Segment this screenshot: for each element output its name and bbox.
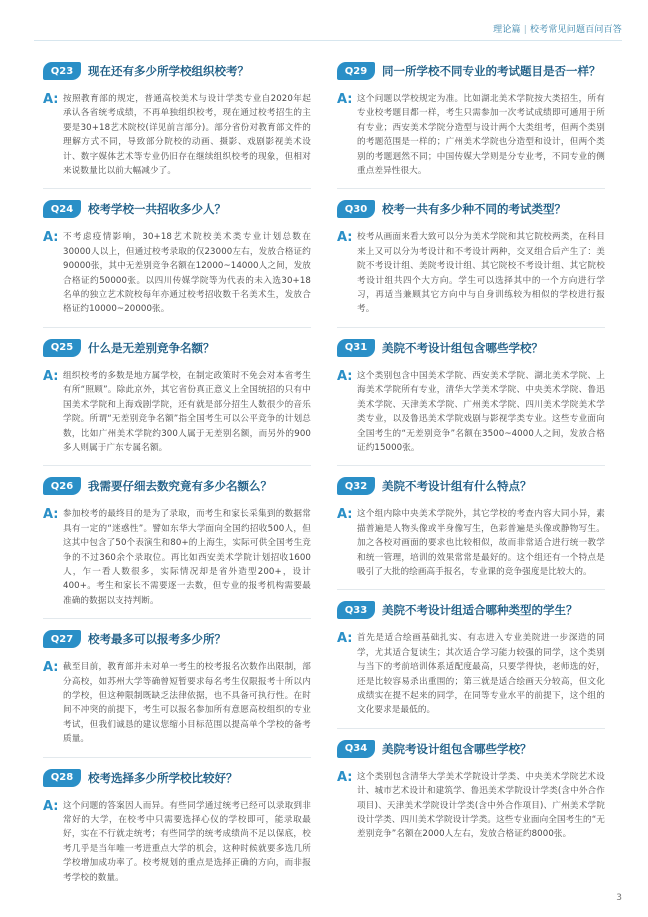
question-number-badge: Q27 <box>43 630 81 648</box>
faq-item-q24 <box>43 198 311 316</box>
answer-mark: A: <box>43 660 59 676</box>
faq-item-q25 <box>43 337 311 455</box>
faq-item-q26 <box>43 475 311 608</box>
answer-text: 这个类别包含清华大学美术学院设计学类、中央美术学院艺术设计、城市艺术设计和建筑学、鲁迅美术学院设计学类(含中外合作项目)、天津美术学院设计学类(含中外合作项目)、广州美术学院设计学类、四川美术学院设计学类。这些专业面向全国考生的“无差别竞争”名额在2000人左右，发放合格证约8000张。 <box>357 771 605 840</box>
answer-text: 这个问题的答案因人而异。有些同学通过统考已经可以录取到非常好的大学，在校考中只需要选择心仪的学校即可，能录取最好，实在不行就走统考；有些同学的统考成绩尚不足以保底，校考几乎是当年唯一考进重点大学的机会，这种时候就要多选几所学校增加成功率了。校考规划的重点是选择正确的方向，而非报考学校的数量。 <box>63 800 311 883</box>
answer-text: 校考从画面来看大致可以分为美术学院和其它院校两类，在科目来上又可以分为考设计和不考设计两种，交叉组合后产生了：美院不考设计组、美院考设计组、其它院校不考设计组、其它院校考设计组共四个大方向。学生可以选择其中的一个方向进行学习，再适当兼顾其它方向中与自身训练较为相似的学校进行报考。 <box>357 232 605 315</box>
faq-item-q27 <box>43 628 311 746</box>
answer-row <box>43 507 311 608</box>
left-column <box>43 60 311 885</box>
question-heading <box>337 738 605 760</box>
answer-row <box>337 507 605 579</box>
section-divider <box>43 618 311 619</box>
faq-item-q33 <box>337 599 605 717</box>
answer-mark: A: <box>43 798 59 814</box>
faq-item-q34 <box>337 738 605 842</box>
faq-item-q29 <box>337 60 605 178</box>
question-heading <box>43 198 311 220</box>
question-title: 校考一共有多少种不同的考试类型？ <box>382 202 566 217</box>
answer-text: 参加校考的最终目的是为了录取，而考生和家长采集到的数据常具有一定的“迷惑性”。譬如东华大学面向全国约招收500人，但这其中包含了50个表演生和80+的上海生，实际可供全国考生竞争的不过360余个录取位。再比如西安美术学院计划招收1600人，乍一看人数很多，实际情况却是省外造型200+，设计400+。考生和家长不需要逐一去数，但专业的报考机构需要最准确的数据以支持判断。 <box>63 509 311 606</box>
answer-mark: A: <box>337 230 353 246</box>
section-divider <box>337 589 605 590</box>
faq-item-q28 <box>43 767 311 885</box>
question-heading <box>43 767 311 789</box>
question-title: 校考最多可以报考多少所？ <box>88 632 226 647</box>
answer-row <box>43 230 311 316</box>
answer-text: 这个组内除中央美术学院外，其它学校的考查内容大同小异，素描普遍是人物头像或半身像写生，色彩普遍是头像或静物写生。加之各校对画面的要求也比较相似，故而非常适合进行统一教学和统一管理，培训的效果常常是最好的。这个组还有一个特点是吸引了大批的绘画高手报名，专业课的竞争强度是比较大的。 <box>357 509 605 577</box>
answer-text: 这个类别包含中国美术学院、西安美术学院、湖北美术学院、上海美术学院所有专业，清华大学美术学院、中央美术学院、鲁迅美术学院、天津美术学院、广州美术学院、四川美术学院美术学类专业，以及鲁迅美术学院戏剧与影视学类专业。这些专业面向全国考生的“无差别竞争”名额在3500~4000人之间，发放合格证约15000张。 <box>357 370 605 453</box>
answer-mark: A: <box>337 631 353 647</box>
header-title: 校考常见问题百问百答 <box>529 25 622 35</box>
section-divider <box>337 465 605 466</box>
question-number-badge: Q32 <box>337 477 375 495</box>
answer-mark: A: <box>337 92 353 107</box>
question-title: 校考学校一共招收多少人？ <box>88 202 226 217</box>
section-divider <box>337 327 605 328</box>
question-heading <box>43 628 311 650</box>
question-number-badge: Q29 <box>337 62 375 80</box>
question-number-badge: Q34 <box>337 740 375 758</box>
answer-row <box>43 369 311 455</box>
question-heading <box>43 60 311 82</box>
answer-row <box>337 369 605 455</box>
question-title: 美院不考设计组包含哪些学校？ <box>382 340 543 355</box>
question-heading <box>337 475 605 497</box>
page-header <box>0 0 648 40</box>
faq-item-q23 <box>43 60 311 178</box>
answer-mark: A: <box>337 368 353 384</box>
page-number: 3 <box>616 893 622 903</box>
question-heading <box>337 198 605 220</box>
answer-row <box>43 799 311 885</box>
question-title: 美院不考设计组适合哪种类型的学生？ <box>382 603 578 618</box>
answer-row <box>337 631 605 717</box>
answer-mark: A: <box>43 507 59 523</box>
question-number-badge: Q30 <box>337 200 375 218</box>
answer-text: 组织校考的多数是地方属学校，在制定政策时不免会对本省考生有所“照顾”。除此京外，其它省份真正意义上全国统招的只有中国美术学院和上海戏剧学院，还有就是部分招生人数很少的音乐学院。所谓“无差别竞争名额”指全国考生可以公平竞争的计划总数，比如广州美术学院约300人属于无差别名额，而另外的900多人则属于广东专属名额。 <box>63 370 311 453</box>
question-heading <box>337 337 605 359</box>
question-title: 我需要仔细去数究竟有多少名额么？ <box>88 479 272 494</box>
header-section: 理论篇 <box>493 25 521 35</box>
answer-row <box>337 770 605 842</box>
question-title: 现在还有多少所学校组织校考？ <box>88 64 249 78</box>
question-number-badge: Q31 <box>337 339 375 357</box>
faq-item-q32 <box>337 475 605 579</box>
header-breadcrumb <box>493 22 622 35</box>
answer-mark: A: <box>337 507 353 523</box>
answer-text: 按照教育部的规定，普通高校美术与设计学类专业自2020年起承认各省统考成绩，不再单独组织校考，现在通过校考招生的主要是30+18艺术院校(详见前言部分)。部分省份对教育部文件的理解方式不同，导致部分院校的动画、摄影、戏剧影视美术设计、数字媒体艺术等专业仍旧存在继续组织校考的现象，但相对来说数量比以前大幅减少了。 <box>63 94 311 177</box>
question-number-badge: Q25 <box>43 339 81 357</box>
question-number-badge: Q24 <box>43 200 81 218</box>
section-divider <box>43 465 311 466</box>
answer-row <box>337 92 605 178</box>
section-divider <box>43 757 311 758</box>
answer-text: 这个问题以学校规定为准。比如湖北美术学院按大类招生，所有专业校考题目都一样，考生只需参加一次考试成绩即可通用于所有专业；西安美术学院分造型与设计两个大类组考，但两个类别的考题范围是一样的；广州美术学院也分造型和设计，但两个类别的考题迥然不同；中国传媒大学则是分专业考，不同专业的侧重点差异性很大。 <box>357 94 605 177</box>
faq-item-q30 <box>337 198 605 316</box>
answer-row <box>337 230 605 316</box>
answer-text: 首先是适合绘画基础扎实、有志进入专业美院进一步深造的同学，尤其适合复读生；其次适合学习能力较强的同学，这个类别与当下的考前培训体系适配度最高，只要学得快，老师选的好，还是比较容易杀出重围的；第三就是适合绘画天分较高，但文化成绩实在提不起来的同学，在同等专业水平的前提下，这个组的文化要求是最低的。 <box>357 633 605 716</box>
question-title: 校考选择多少所学校比较好？ <box>88 770 238 785</box>
question-title: 同一所学校不同专业的考试题目是否一样？ <box>382 64 601 78</box>
question-heading <box>43 337 311 359</box>
section-divider <box>43 327 311 328</box>
answer-mark: A: <box>337 769 353 785</box>
question-heading <box>43 475 311 497</box>
faq-item-q31 <box>337 337 605 455</box>
answer-row <box>43 660 311 746</box>
question-title: 美院不考设计组有什么特点？ <box>382 479 532 494</box>
answer-mark: A: <box>43 230 59 246</box>
answer-row <box>43 92 311 178</box>
answer-text: 截至目前，教育部并未对单一考生的校考报名次数作出限制，部分高校，如苏州大学等确曾短暂要求每名考生仅限报考十所以内的学校，但这种限制既缺乏法律依据，也不具备可执行性。在时间不冲突的前提下，考生可以报名参加所有意愿高校组织的专业考试，但我们诚恳的建议您缩小目标范围以提高单个学校的备考质量。 <box>63 662 311 745</box>
header-rule <box>34 40 622 41</box>
question-title: 美院考设计组包含哪些学校？ <box>382 741 532 756</box>
section-divider <box>337 188 605 189</box>
question-number-badge: Q26 <box>43 477 81 495</box>
question-title: 什么是无差别竞争名额？ <box>88 340 215 355</box>
section-divider <box>43 188 311 189</box>
question-heading <box>337 599 605 621</box>
answer-mark: A: <box>43 368 59 384</box>
question-number-badge: Q33 <box>337 601 375 619</box>
right-column <box>337 60 605 842</box>
section-divider <box>337 728 605 729</box>
question-number-badge: Q23 <box>43 62 81 80</box>
question-number-badge: Q28 <box>43 769 81 787</box>
answer-text: 不考虑疫情影响，30+18艺术院校美术类专业计划总数在30000人以上，但通过校考录取的仅23000左右，发放合格证约90000张，其中无差别竞争名额在12000~14000人之间，发放合格证约50000张。以四川传媒学院等为代表的未入选30+18名单的独立艺术院校每年亦通过校考招收数千名美术生，发放合格证约10000~20000张。 <box>63 232 311 315</box>
question-heading <box>337 60 605 82</box>
header-separator: | <box>523 25 527 35</box>
answer-mark: A: <box>43 92 59 107</box>
